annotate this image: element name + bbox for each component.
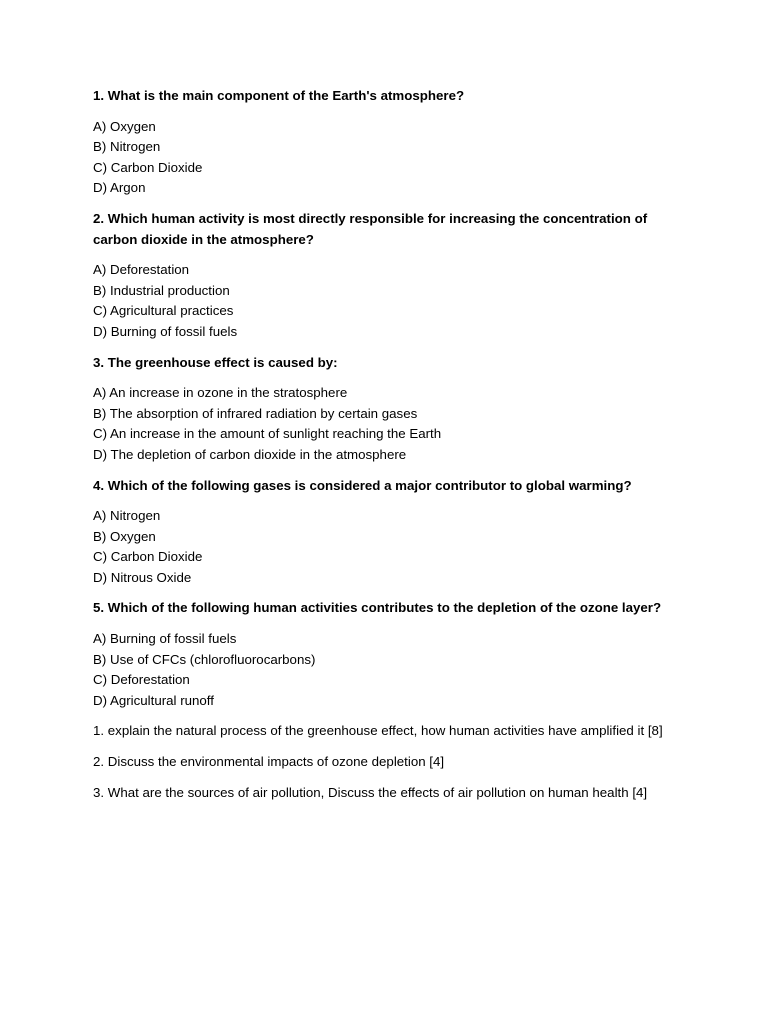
option-c: C) Agricultural practices: [93, 303, 234, 319]
question-1: [93, 86, 683, 199]
question-text: 5. Which of the following human activities contributes to the depletion of the ozone layer?: [93, 600, 662, 616]
options-list: [93, 117, 683, 199]
option-d: D) Burning of fossil fuels: [93, 323, 238, 339]
question-5: [93, 598, 683, 711]
essay-question-3: 3. What are the sources of air pollution, Discuss the effects of air pollution on human health [4]: [93, 784, 648, 800]
option-c: C) Carbon Dioxide: [93, 549, 203, 565]
question-4: [93, 476, 683, 589]
option-a: A) Deforestation: [93, 262, 190, 278]
option-d: D) Agricultural runoff: [93, 692, 214, 708]
options-list: [93, 260, 683, 342]
option-b: B) The absorption of infrared radiation by certain gases: [93, 405, 418, 421]
option-a: A) Burning of fossil fuels: [93, 631, 237, 647]
question-3: [93, 353, 683, 466]
option-b: B) Nitrogen: [93, 139, 161, 155]
essay-question-1: 1. explain the natural process of the greenhouse effect, how human activities have amplified it [8]: [93, 723, 663, 739]
option-b: B) Industrial production: [93, 282, 230, 298]
option-c: C) An increase in the amount of sunlight reaching the Earth: [93, 426, 442, 442]
question-text: 1. What is the main component of the Earth's atmosphere?: [93, 88, 465, 103]
document-content: [93, 86, 683, 813]
option-c: C) Carbon Dioxide: [93, 159, 203, 175]
question-2: [93, 209, 683, 343]
options-list: [93, 506, 683, 588]
question-text: 4. Which of the following gases is considered a major contributor to global warming?: [93, 477, 632, 493]
option-b: B) Oxygen: [93, 528, 156, 544]
options-list: [93, 629, 683, 711]
question-text: 2. Which human activity is most directly responsible for increasing the concentration of carbon dioxide in the atmosphere?: [93, 210, 648, 247]
option-a: A) Oxygen: [93, 118, 156, 134]
essay-question-2: 2. Discuss the environmental impacts of ozone depletion [4]: [93, 754, 445, 770]
question-text: 3. The greenhouse effect is caused by:: [93, 354, 338, 370]
option-b: B) Use of CFCs (chlorofluorocarbons): [93, 651, 316, 667]
option-d: D) Argon: [93, 180, 146, 196]
options-list: [93, 383, 683, 465]
option-a: A) An increase in ozone in the stratosphere: [93, 385, 348, 401]
option-a: A) Nitrogen: [93, 508, 161, 524]
option-d: D) Nitrous Oxide: [93, 569, 192, 585]
option-d: D) The depletion of carbon dioxide in the atmosphere: [93, 446, 407, 462]
option-c: C) Deforestation: [93, 672, 190, 688]
